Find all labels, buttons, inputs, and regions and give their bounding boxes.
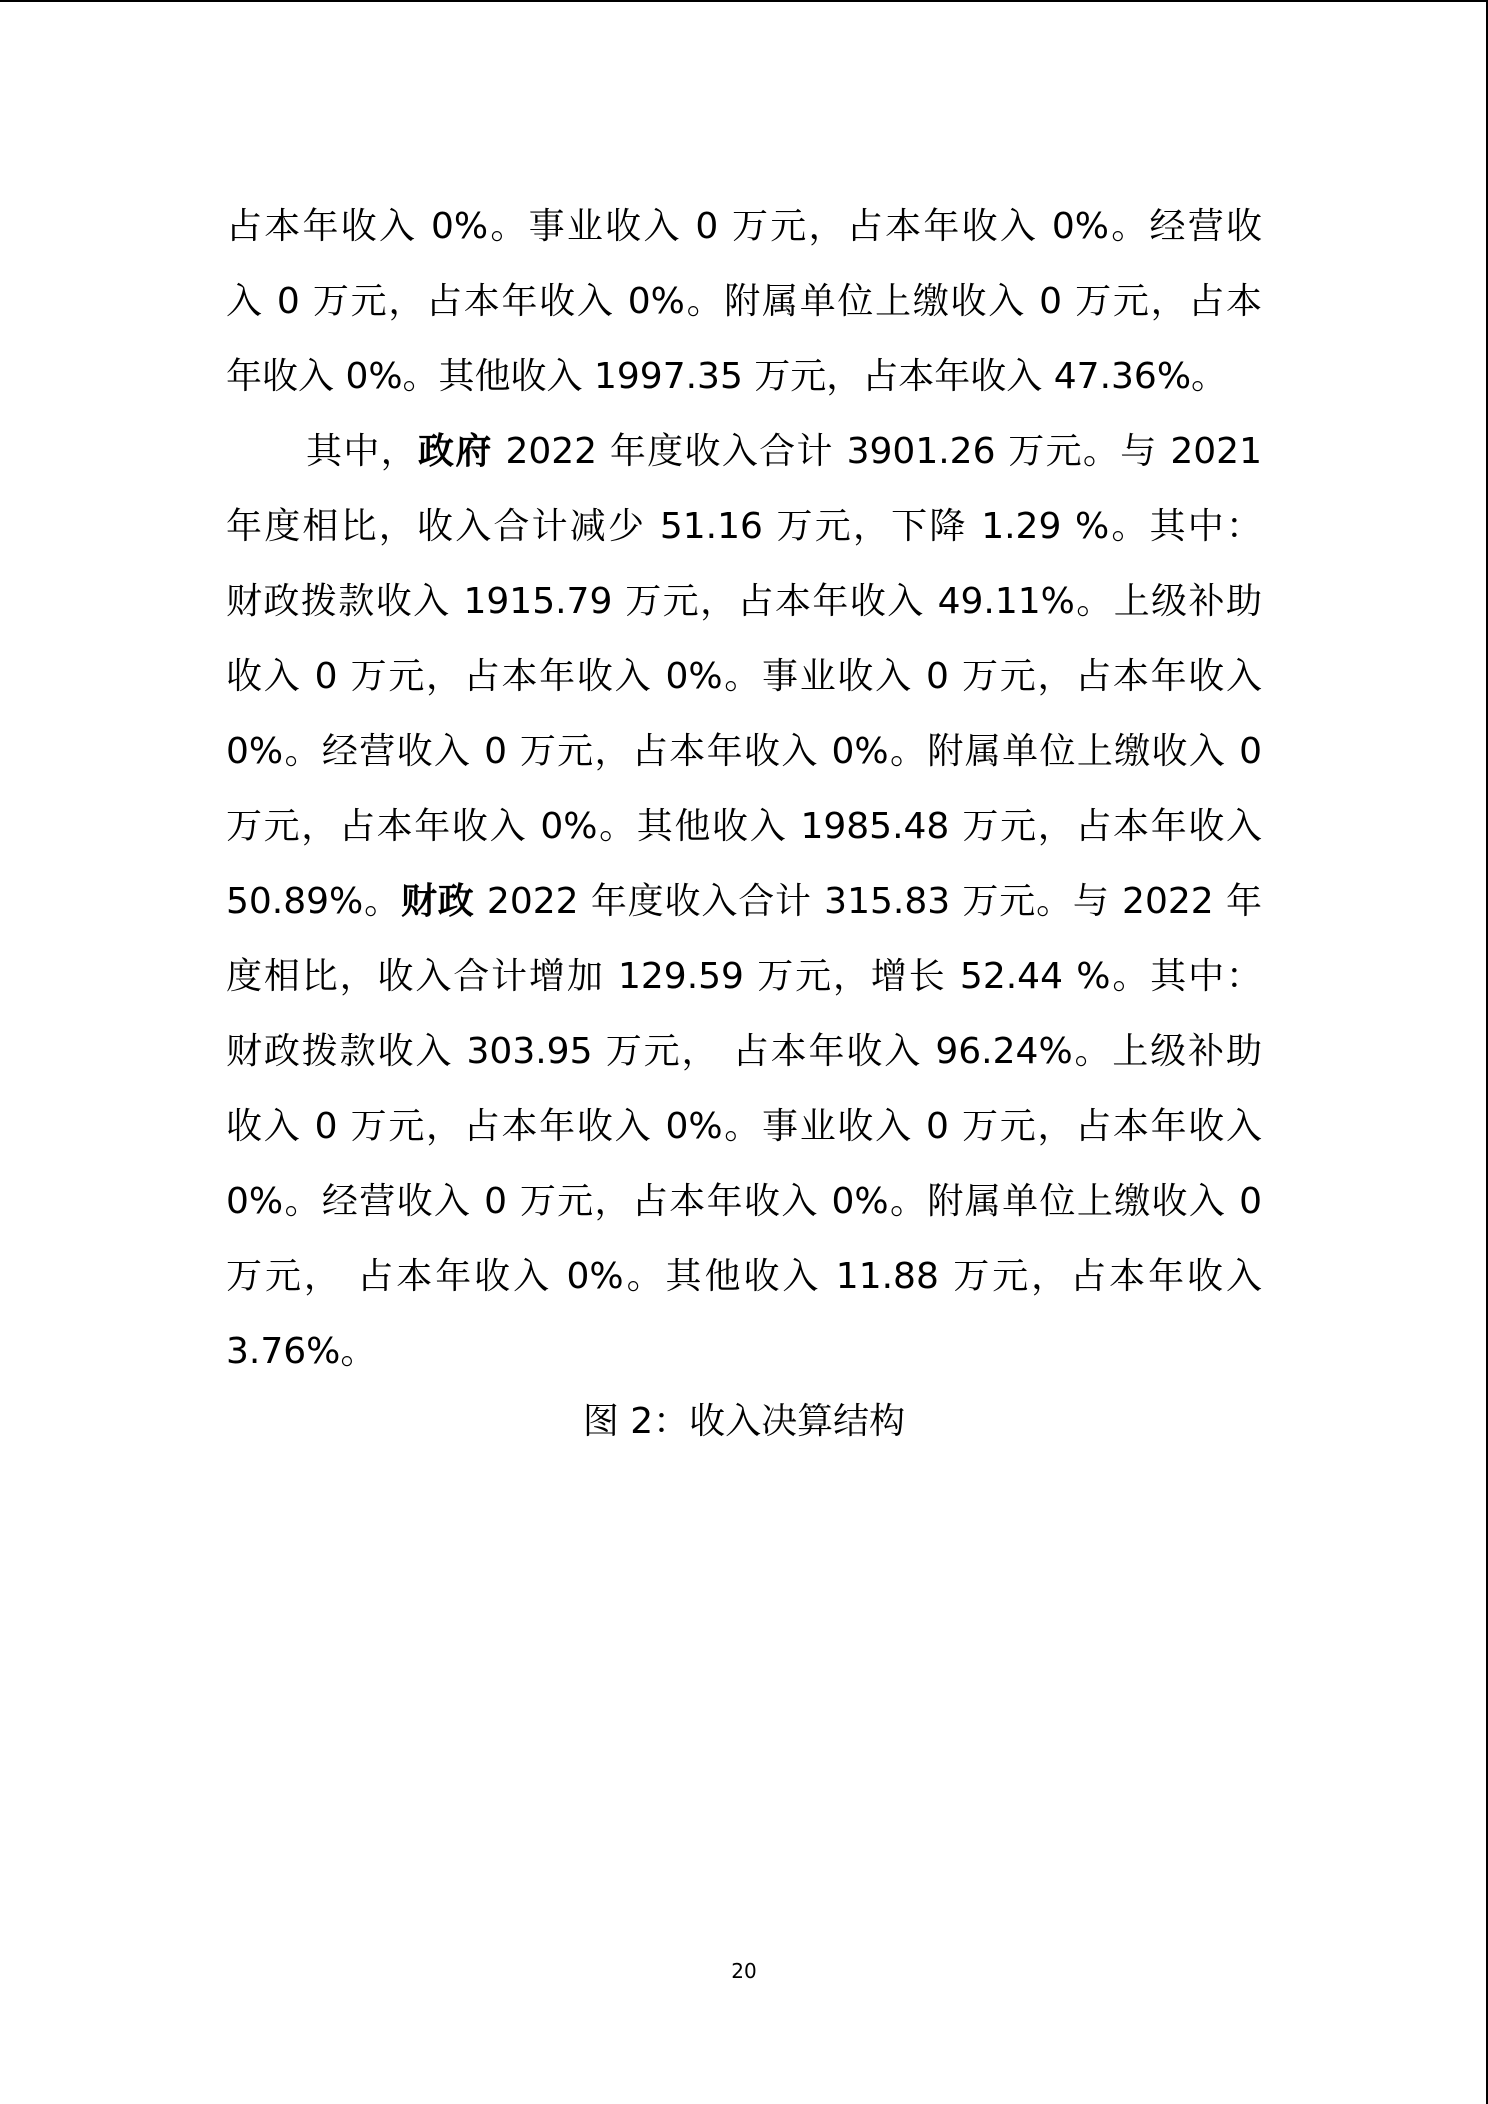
page-number: 20 xyxy=(731,1959,757,1983)
paragraph-line: 0%。经营收入 0 万元，占本年收入 0%。附属单位上缴收入 0 xyxy=(226,1181,1262,1222)
paragraph-line: 万元， 占本年收入 0%。其他收入 11.88 万元，占本年收入 xyxy=(226,1256,1262,1297)
paragraph-line: 收入 0 万元，占本年收入 0%。事业收入 0 万元，占本年收入 xyxy=(226,1106,1262,1147)
paragraph-line xyxy=(226,872,1262,932)
paragraph-line: 收入 0 万元，占本年收入 0%。事业收入 0 万元，占本年收入 xyxy=(226,656,1262,697)
paragraph-line: 度相比，收入合计增加 129.59 万元，增长 52.44 %。其中： xyxy=(226,956,1262,997)
paragraph-line xyxy=(306,422,1262,482)
bold-term: 政府 xyxy=(418,431,493,472)
figure-caption: 图 2：收入决算结构 xyxy=(582,1401,906,1442)
text-run: 2022 年度收入合计 3901.26 万元。与 2021 xyxy=(492,431,1262,472)
text-run: 50.89%。 xyxy=(226,881,401,922)
bold-term: 财政 xyxy=(400,881,475,922)
paragraph-line: 占本年收入 0%。事业收入 0 万元，占本年收入 0%。经营收 xyxy=(226,206,1262,247)
paragraph-line: 财政拨款收入 303.95 万元， 占本年收入 96.24%。上级补助 xyxy=(226,1031,1262,1072)
paragraph-line: 万元，占本年收入 0%。其他收入 1985.48 万元，占本年收入 xyxy=(226,806,1262,847)
paragraph-line: 年度相比，收入合计减少 51.16 万元，下降 1.29 %。其中： xyxy=(226,506,1262,547)
paragraph-line: 0%。经营收入 0 万元，占本年收入 0%。附属单位上缴收入 0 xyxy=(226,731,1262,772)
text-run: 2022 年度收入合计 315.83 万元。与 2022 年 xyxy=(474,881,1262,922)
text-run: 其中， xyxy=(306,431,418,472)
paragraph-line: 财政拨款收入 1915.79 万元，占本年收入 49.11%。上级补助 xyxy=(226,581,1262,622)
paragraph-line: 3.76%。 xyxy=(226,1331,377,1372)
paragraph-line: 入 0 万元，占本年收入 0%。附属单位上缴收入 0 万元，占本 xyxy=(226,281,1262,322)
paragraph-line: 年收入 0%。其他收入 1997.35 万元，占本年收入 47.36%。 xyxy=(226,356,1228,397)
